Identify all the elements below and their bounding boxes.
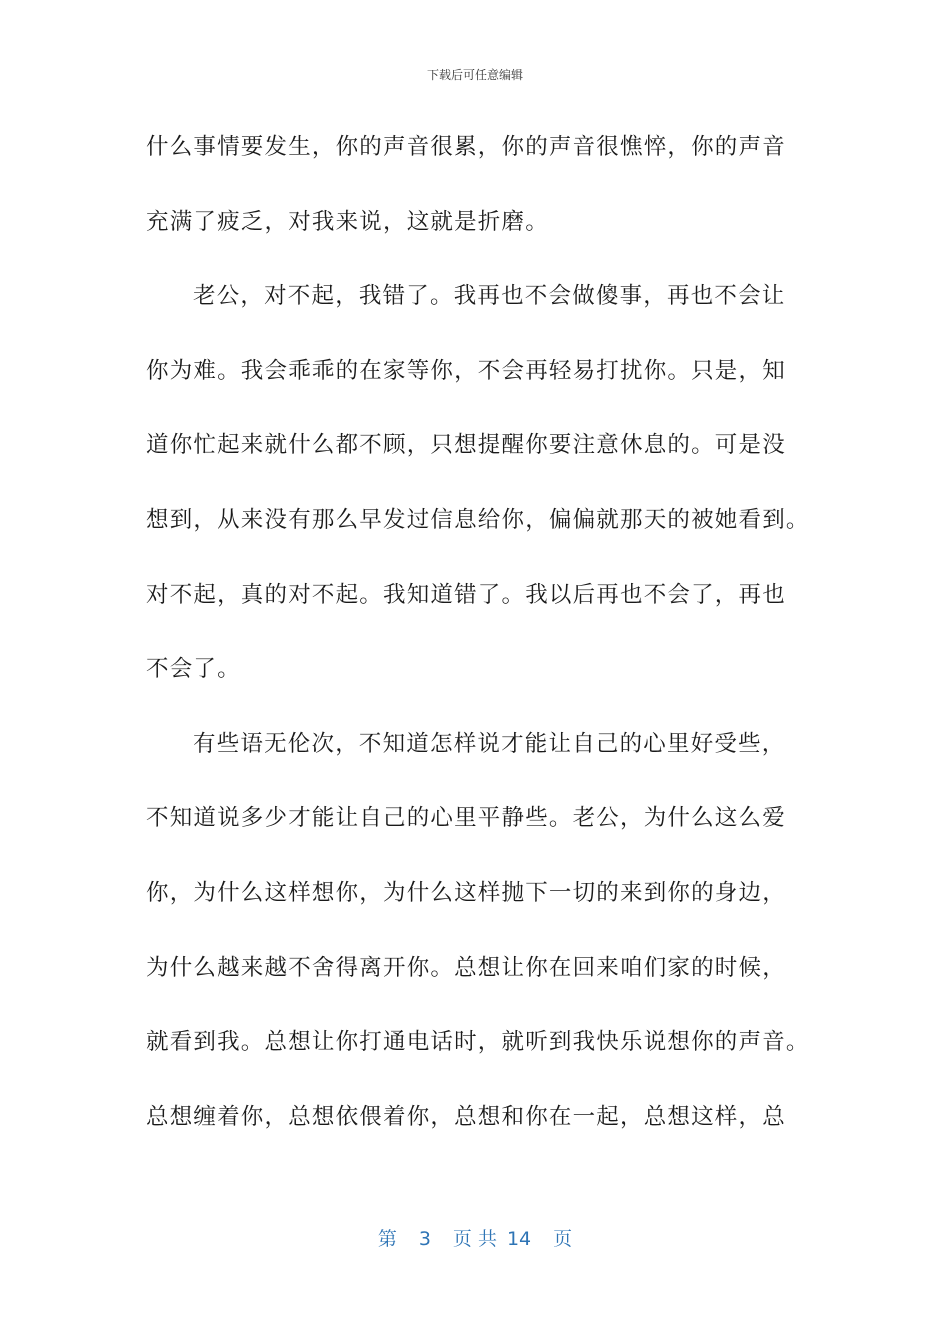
current-page-number: 3 xyxy=(418,1228,431,1250)
document-body xyxy=(146,124,810,1168)
page-prefix: 第 xyxy=(377,1228,397,1250)
text-line: 什么事情要发生，你的声音很累，你的声音很憔悴，你的声音 xyxy=(146,134,786,160)
text-line: 想到，从来没有那么早发过信息给你，偏偏就那天的被她看到。 xyxy=(146,506,810,533)
page-footer xyxy=(0,1226,950,1252)
text-line: 充满了疲乏，对我来说，这就是折磨。 xyxy=(146,208,549,235)
text-line: 不知道说多少才能让自己的心里平静些。老公，为什么这么爱 xyxy=(146,805,786,832)
page-mid-text: 页 共 xyxy=(452,1228,497,1250)
text-line: 你为难。我会乖乖的在家等你，不会再轻易打扰你。只是，知 xyxy=(146,357,786,384)
text-line: 总想缠着你，总想依偎着你，总想和你在一起，总想这样，总 xyxy=(146,1103,786,1130)
header-note: 下载后可任意编辑 xyxy=(426,68,523,82)
text-line: 就看到我。总想让你打通电话时，就听到我快乐说想你的声音。 xyxy=(146,1029,810,1056)
text-line: 道你忙起来就什么都不顾，只想提醒你要注意休息的。可是没 xyxy=(146,432,786,459)
paragraph-start-line: 有些语无伦次，不知道怎样说才能让自己的心里好受些， xyxy=(193,730,786,757)
total-pages-number: 14 xyxy=(506,1228,532,1250)
text-line: 你，为什么这样想你，为什么这样抛下一切的来到你的身边， xyxy=(146,879,786,906)
text-line: 为什么越来越不舍得离开你。总想让你在回来咱们家的时候， xyxy=(146,954,786,981)
text-line: 不会了。 xyxy=(146,656,241,683)
paragraph-start-line: 老公，对不起，我错了。我再也不会做傻事，再也不会让 xyxy=(193,283,786,310)
text-line: 对不起，真的对不起。我知道错了。我以后再也不会了，再也 xyxy=(146,581,786,608)
page-suffix: 页 xyxy=(553,1228,573,1250)
